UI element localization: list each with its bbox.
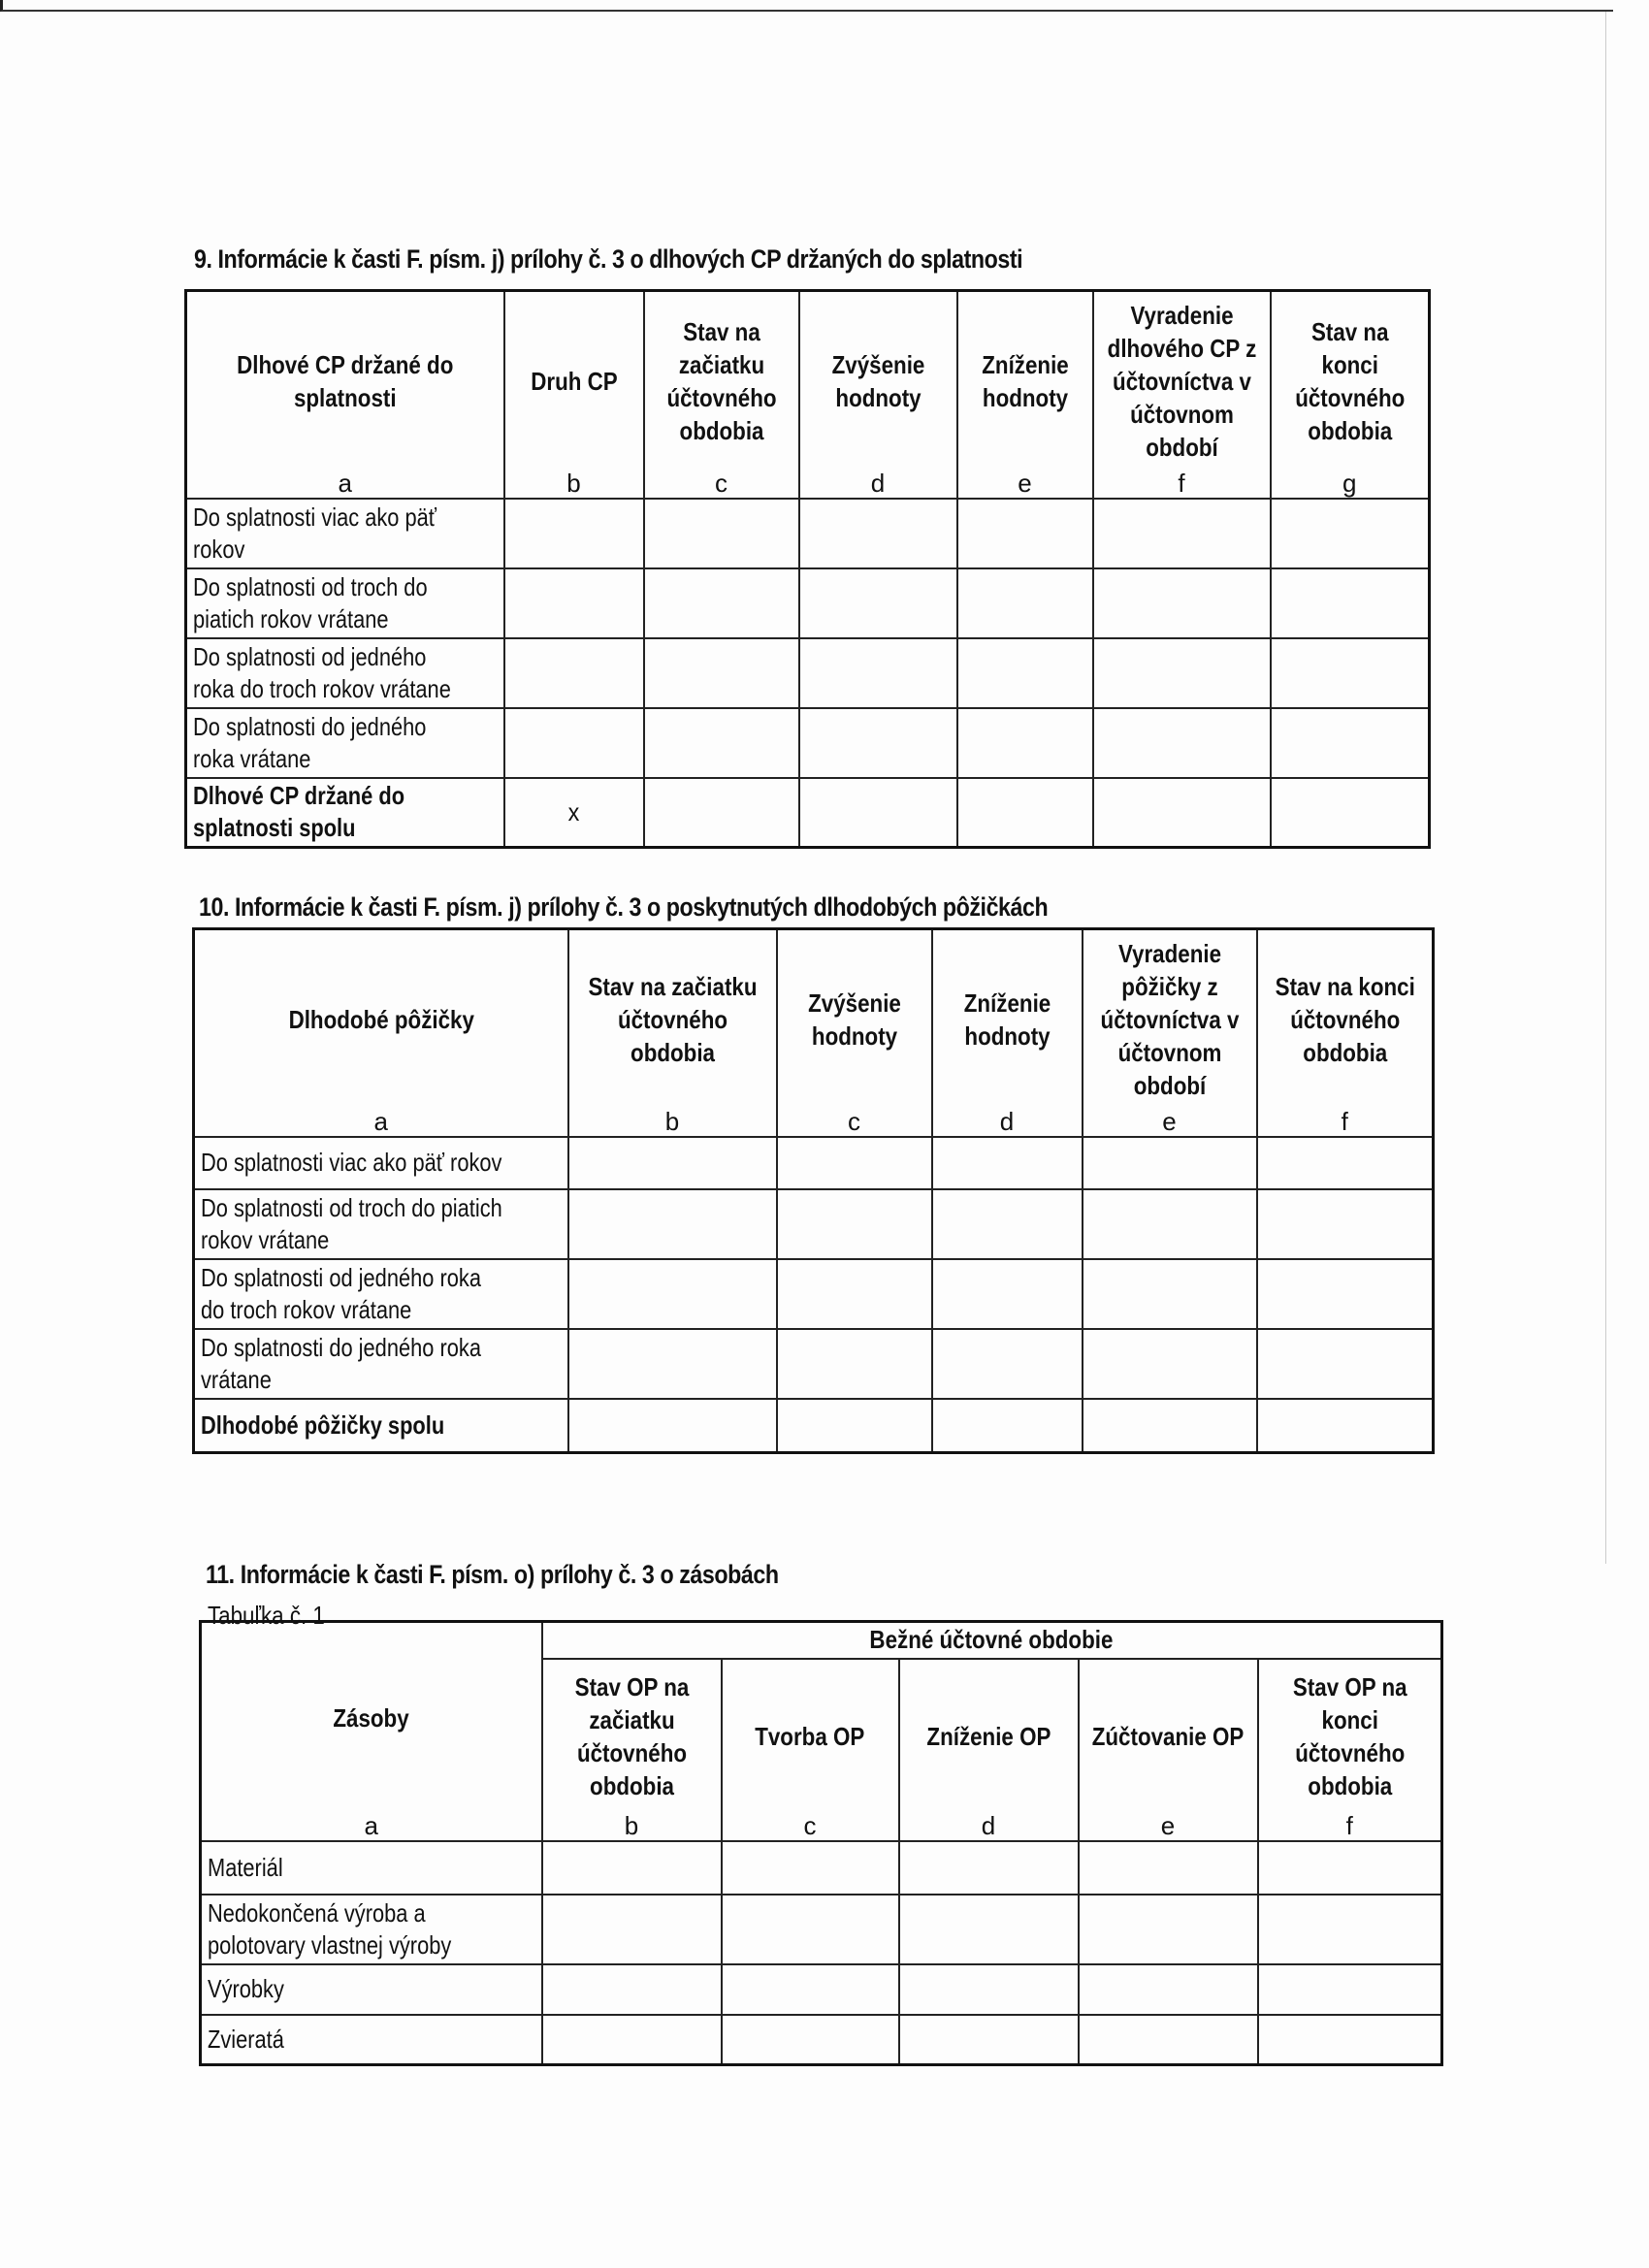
col-header: Zníženie hodnoty d — [932, 929, 1083, 1137]
input-cell[interactable] — [1083, 1259, 1257, 1329]
table-row — [201, 2015, 1442, 2065]
table-header-row — [186, 291, 1430, 499]
input-cell[interactable] — [1257, 1189, 1434, 1259]
input-cell[interactable] — [542, 1895, 722, 1964]
row-label: Do splatnosti viac ako päť rokov — [186, 499, 504, 568]
input-cell[interactable] — [899, 1895, 1079, 1964]
input-cell[interactable] — [932, 1259, 1083, 1329]
input-cell[interactable] — [1258, 1895, 1442, 1964]
col-header: Zvýšenie hodnoty c — [777, 929, 932, 1137]
input-cell[interactable] — [777, 1329, 932, 1399]
input-cell[interactable] — [722, 1841, 899, 1895]
input-cell[interactable] — [799, 638, 957, 708]
row-label: Do splatnosti do jedného roka vrátane — [186, 708, 504, 778]
input-cell[interactable] — [1093, 638, 1271, 708]
input-cell[interactable] — [957, 708, 1093, 778]
input-cell[interactable] — [1093, 499, 1271, 568]
input-cell[interactable] — [722, 2015, 899, 2065]
table-total-row — [194, 1399, 1434, 1453]
input-cell[interactable] — [644, 499, 799, 568]
input-cell[interactable] — [568, 1259, 777, 1329]
input-cell[interactable] — [957, 568, 1093, 638]
section-9-title: 9. Informácie k časti F. písm. j) prílohy č. 3 o dlhových CP držaných do splatnosti — [194, 244, 1023, 274]
col-header: Zníženie hodnoty e — [957, 291, 1093, 499]
row-label: Do splatnosti od jedného roka do troch rokov vrátane — [186, 638, 504, 708]
row-label: Do splatnosti od troch do piatich rokov vrátane — [194, 1189, 568, 1259]
section-11-title: 11. Informácie k časti F. písm. o) prílohy č. 3 o zásobách — [206, 1560, 779, 1589]
row-label: Nedokončená výroba a polotovary vlastnej výroby — [201, 1895, 542, 1964]
input-cell[interactable] — [1093, 778, 1271, 848]
table-row — [186, 499, 1430, 568]
input-cell[interactable] — [932, 1189, 1083, 1259]
col-header: Dlhové CP držané do splatnosti a — [186, 291, 504, 499]
input-cell[interactable] — [722, 1895, 899, 1964]
col-header: Vyradenie pôžičky z účtovníctva v účtovnom období e — [1083, 929, 1257, 1137]
input-cell[interactable] — [722, 1964, 899, 2015]
col-header: Stav na začiatku účtovného obdobia b — [568, 929, 777, 1137]
row-label: Materiál — [201, 1841, 542, 1895]
input-cell[interactable] — [899, 1841, 1079, 1895]
table-header-row — [201, 1622, 1442, 1659]
input-cell[interactable] — [644, 708, 799, 778]
scan-edge — [0, 0, 1613, 12]
section-10-table — [192, 927, 1435, 1454]
row-label: Zvieratá — [201, 2015, 542, 2065]
input-cell[interactable] — [1083, 1399, 1257, 1453]
input-cell[interactable] — [1083, 1189, 1257, 1259]
table-row — [186, 638, 1430, 708]
input-cell[interactable] — [932, 1329, 1083, 1399]
input-cell[interactable] — [932, 1137, 1083, 1189]
period-header: Bežné účtovné obdobie — [542, 1622, 1442, 1659]
input-cell[interactable] — [504, 499, 644, 568]
col-header: Stav na konci účtovného obdobia f — [1257, 929, 1434, 1137]
input-cell[interactable] — [504, 568, 644, 638]
input-cell[interactable] — [1257, 1137, 1434, 1189]
table-total-row — [186, 778, 1430, 848]
input-cell[interactable] — [644, 568, 799, 638]
input-cell[interactable] — [1271, 568, 1430, 638]
input-cell[interactable] — [542, 1841, 722, 1895]
input-cell[interactable] — [799, 568, 957, 638]
col-header: Vyradenie dlhového CP z účtovníctva v účtovnom období f — [1093, 291, 1271, 499]
row-label: Do splatnosti od jedného roka do troch rokov vrátane — [194, 1259, 568, 1329]
input-cell[interactable] — [644, 778, 799, 848]
scan-edge-right — [1605, 12, 1606, 1564]
row-label: Dlhodobé pôžičky spolu — [194, 1399, 568, 1453]
input-cell[interactable] — [932, 1399, 1083, 1453]
col-header: Zvýšenie hodnoty d — [799, 291, 957, 499]
input-cell[interactable] — [777, 1189, 932, 1259]
section-9-table — [184, 289, 1431, 849]
table-row — [201, 1841, 1442, 1895]
input-cell[interactable] — [568, 1329, 777, 1399]
input-cell[interactable] — [777, 1259, 932, 1329]
input-cell[interactable] — [1257, 1259, 1434, 1329]
input-cell[interactable] — [1079, 1895, 1258, 1964]
col-header: Dlhodobé pôžičky a — [194, 929, 568, 1137]
input-cell[interactable] — [542, 1964, 722, 2015]
input-cell[interactable] — [504, 708, 644, 778]
input-cell[interactable] — [1079, 2015, 1258, 2065]
col-header: Tvorba OP c — [722, 1659, 899, 1841]
row-label: Do splatnosti viac ako päť rokov — [194, 1137, 568, 1189]
input-cell[interactable] — [1257, 1329, 1434, 1399]
input-cell[interactable] — [568, 1399, 777, 1453]
input-cell[interactable] — [899, 1964, 1079, 2015]
input-cell[interactable] — [1271, 778, 1430, 848]
input-cell[interactable] — [1093, 708, 1271, 778]
col-header: Zúčtovanie OP e — [1079, 1659, 1258, 1841]
input-cell[interactable] — [1271, 708, 1430, 778]
table-row — [194, 1189, 1434, 1259]
table-header-row — [194, 929, 1434, 1137]
section-11-subtitle: Tabuľka č. 1 — [208, 1601, 325, 1630]
input-cell[interactable] — [1271, 499, 1430, 568]
col-header: Stav OP na konci účtovného obdobia f — [1258, 1659, 1442, 1841]
col-header: Stav na konci účtovného obdobia g — [1271, 291, 1430, 499]
col-header: Stav OP na začiatku účtovného obdobia b — [542, 1659, 722, 1841]
table-row — [201, 1964, 1442, 2015]
input-cell[interactable] — [1258, 1964, 1442, 2015]
input-cell[interactable] — [777, 1399, 932, 1453]
table-row — [186, 708, 1430, 778]
row-label: Do splatnosti do jedného roka vrátane — [194, 1329, 568, 1399]
input-cell[interactable] — [1093, 568, 1271, 638]
col-header: Stav na začiatku účtovného obdobia c — [644, 291, 799, 499]
col-header: Druh CP b — [504, 291, 644, 499]
table-row — [194, 1259, 1434, 1329]
input-cell[interactable] — [1258, 1841, 1442, 1895]
row-label: Do splatnosti od troch do piatich rokov vrátane — [186, 568, 504, 638]
table-row — [194, 1137, 1434, 1189]
input-cell[interactable] — [799, 499, 957, 568]
section-11-table — [199, 1620, 1443, 2066]
input-cell[interactable] — [1083, 1329, 1257, 1399]
input-cell[interactable] — [504, 638, 644, 708]
table-row — [201, 1895, 1442, 1964]
input-cell[interactable] — [1079, 1841, 1258, 1895]
input-cell[interactable] — [568, 1137, 777, 1189]
table-row — [186, 568, 1430, 638]
input-cell[interactable] — [1257, 1399, 1434, 1453]
input-cell[interactable]: x — [504, 778, 644, 848]
input-cell[interactable] — [957, 638, 1093, 708]
row-label: Výrobky — [201, 1964, 542, 2015]
input-cell[interactable] — [1079, 1964, 1258, 2015]
input-cell[interactable] — [799, 708, 957, 778]
input-cell[interactable] — [1083, 1137, 1257, 1189]
input-cell[interactable] — [568, 1189, 777, 1259]
input-cell[interactable] — [1271, 638, 1430, 708]
col-header: Zásoby a — [201, 1622, 542, 1841]
input-cell[interactable] — [957, 778, 1093, 848]
input-cell[interactable] — [777, 1137, 932, 1189]
input-cell[interactable] — [899, 2015, 1079, 2065]
input-cell[interactable] — [542, 2015, 722, 2065]
section-10-title: 10. Informácie k časti F. písm. j) prílohy č. 3 o poskytnutých dlhodobých pôžičkách — [199, 892, 1049, 922]
table-row — [194, 1329, 1434, 1399]
input-cell[interactable] — [799, 778, 957, 848]
input-cell[interactable] — [1258, 2015, 1442, 2065]
col-header: Zníženie OP d — [899, 1659, 1079, 1841]
row-label: Dlhové CP držané do splatnosti spolu — [186, 778, 504, 848]
input-cell[interactable] — [957, 499, 1093, 568]
input-cell[interactable] — [644, 638, 799, 708]
